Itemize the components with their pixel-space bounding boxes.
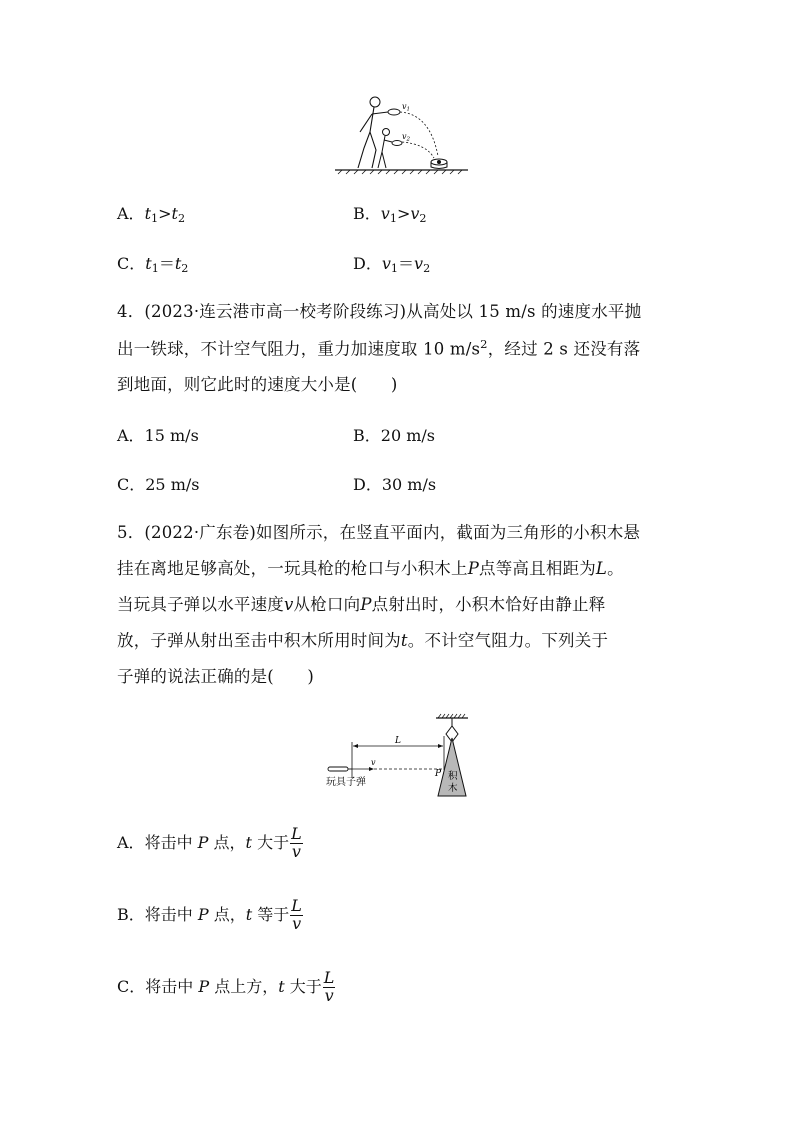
fraction-L-over-v: $\frac{L}{v}$ [291, 896, 302, 933]
q4-stem-line2: 出一铁球，不计空气阻力，重力加速度取 10 $m/s^2$，经过 2 s 还没有落 [117, 337, 641, 359]
q5-stem-line4: 放，子弹从射出至击中积木所用时间为t。不计空气阻力。下列关于 [117, 631, 609, 650]
q4-stem-line3: 到地面，则它此时的速度大小是( ) [117, 375, 398, 394]
block-label-1: 积 [448, 771, 458, 782]
q5-stem-line3: 当玩具子弹以水平速度v从枪口向P点射出时，小积木恰好由静止释 [117, 595, 606, 614]
L-label: L [395, 736, 401, 746]
q5-stem-line1: 5．(2022·广东卷)如图所示，在竖直平面内，截面为三角形的小积木悬 [117, 523, 641, 542]
q4-option-a[interactable]: A．15 m/s [117, 426, 199, 445]
q3-option-b[interactable]: B．$v_1>v_2$ [353, 204, 427, 225]
P-label: P [435, 769, 442, 779]
fraction-L-over-v: $\frac{L}{v}$ [291, 824, 302, 861]
toy-gun-block-figure [322, 712, 482, 804]
block-label-2: 木 [448, 783, 458, 794]
q4-option-c[interactable]: C．25 m/s [117, 475, 200, 494]
fraction-L-over-v: $\frac{L}{v}$ [323, 968, 335, 1005]
q5-option-c[interactable]: C．将击中 P 点上方，t 大于 $\frac{L}{v}$ [117, 968, 335, 1005]
v-label: v [371, 758, 376, 767]
q3-option-c[interactable]: C．$t_1=t_2$ [117, 254, 189, 275]
q5-option-a[interactable]: A．将击中 P 点，t 大于 $\frac{L}{v}$ [117, 824, 302, 861]
q4-stem-line1: 4．(2023·连云港市高一校考阶段练习)从高处以 15 m/s 的速度水平抛 [117, 302, 642, 321]
q5-option-b[interactable]: B．将击中 P 点，t 等于 $\frac{L}{v}$ [117, 896, 302, 933]
throwing-figure [330, 92, 470, 176]
q3-option-a[interactable]: A．$t_1>t_2$ [117, 204, 186, 225]
q5-stem-line2: 挂在离地足够高处，一玩具枪的枪口与小积木上P点等高且相距为L。 [117, 559, 624, 578]
q4-option-b[interactable]: B．20 m/s [353, 426, 435, 445]
q4-option-d[interactable]: D．30 m/s [353, 475, 437, 494]
toy-bullet-label: 玩具子弹 [326, 777, 366, 788]
v2-label: v2 [402, 132, 411, 143]
v1-label: v1 [402, 102, 411, 113]
q5-stem-line5: 子弹的说法正确的是( ) [117, 667, 314, 686]
q3-option-d[interactable]: D．$v_1=v_2$ [353, 254, 431, 275]
